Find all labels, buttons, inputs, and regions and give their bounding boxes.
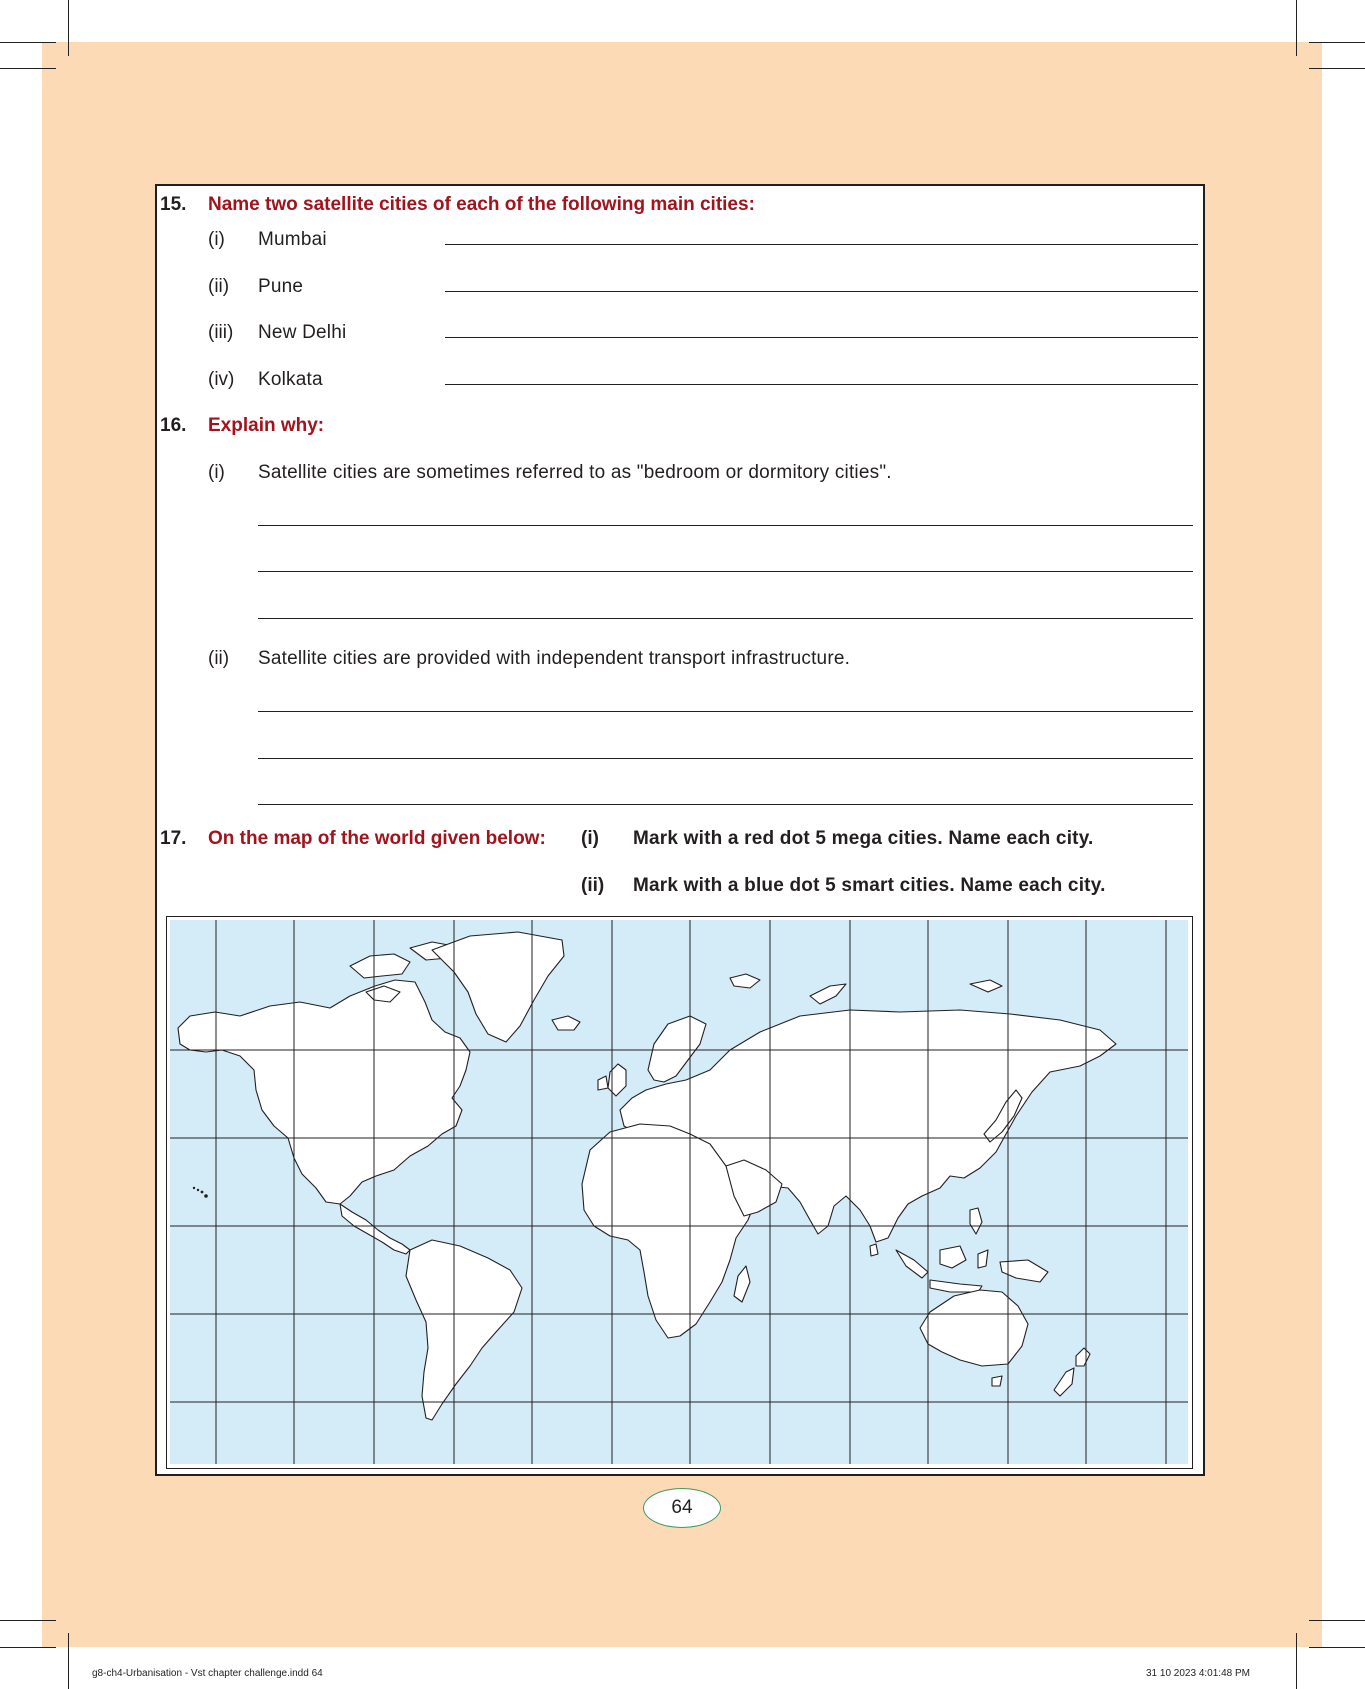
world-map[interactable]: [166, 916, 1193, 1469]
print-slug-timestamp: 31 10 2023 4:01:48 PM: [1146, 1668, 1250, 1679]
question-15-title: Name two satellite cities of each of the following main cities:: [208, 194, 755, 215]
q17-task-red-dot: Mark with a red dot 5 mega cities. Name each city.: [633, 828, 1094, 849]
q16-item-roman: (ii): [208, 648, 230, 669]
q15-item-roman: (iii): [208, 322, 234, 343]
q15-item-pune: Pune: [258, 276, 304, 297]
crop-mark: [68, 1633, 69, 1689]
answer-line[interactable]: [445, 291, 1198, 292]
crop-mark: [1296, 1633, 1297, 1689]
answer-line[interactable]: [258, 711, 1193, 712]
answer-line[interactable]: [258, 618, 1193, 619]
crop-mark: [0, 1647, 56, 1648]
world-map-drawing[interactable]: [170, 920, 1188, 1464]
question-15-number: 15.: [160, 194, 187, 215]
worksheet-card: [155, 184, 1205, 1476]
crop-mark: [0, 42, 56, 43]
q15-item-mumbai: Mumbai: [258, 229, 327, 250]
question-16-number: 16.: [160, 415, 187, 436]
answer-line[interactable]: [258, 804, 1193, 805]
page-number: 64: [643, 1488, 721, 1528]
answer-line[interactable]: [258, 758, 1193, 759]
crop-mark: [0, 1620, 56, 1621]
q17-task-roman: (i): [581, 828, 599, 849]
answer-line[interactable]: [258, 525, 1193, 526]
crop-mark: [1296, 0, 1297, 56]
q16-item-transport: Satellite cities are provided with independent transport infrastructure.: [258, 648, 851, 669]
q15-item-roman: (i): [208, 229, 225, 250]
q15-item-roman: (ii): [208, 276, 230, 297]
answer-line[interactable]: [445, 384, 1198, 385]
crop-mark: [68, 0, 69, 56]
q16-item-bedroom-cities: Satellite cities are sometimes referred to as "bedroom or dormitory cities".: [258, 462, 892, 483]
q15-item-new-delhi: New Delhi: [258, 322, 347, 343]
sri-lanka: [870, 1244, 878, 1256]
question-17-number: 17.: [160, 828, 187, 849]
question-16-title: Explain why:: [208, 415, 325, 436]
crop-mark: [1309, 68, 1365, 69]
q17-task-blue-dot: Mark with a blue dot 5 smart cities. Name each city.: [633, 875, 1106, 896]
q17-task-roman: (ii): [581, 875, 605, 896]
answer-line[interactable]: [445, 337, 1198, 338]
q15-item-kolkata: Kolkata: [258, 369, 323, 390]
crop-mark: [1309, 42, 1365, 43]
question-17-title: On the map of the world given below:: [208, 828, 546, 849]
q16-item-roman: (i): [208, 462, 225, 483]
print-slug-filename: g8-ch4-Urbanisation - Vst chapter challenge.indd 64: [92, 1668, 323, 1679]
answer-line[interactable]: [445, 244, 1198, 245]
crop-mark: [0, 68, 56, 69]
q15-item-roman: (iv): [208, 369, 235, 390]
tasmania: [992, 1376, 1002, 1386]
answer-line[interactable]: [258, 571, 1193, 572]
crop-mark: [1309, 1620, 1365, 1621]
crop-mark: [1309, 1647, 1365, 1648]
